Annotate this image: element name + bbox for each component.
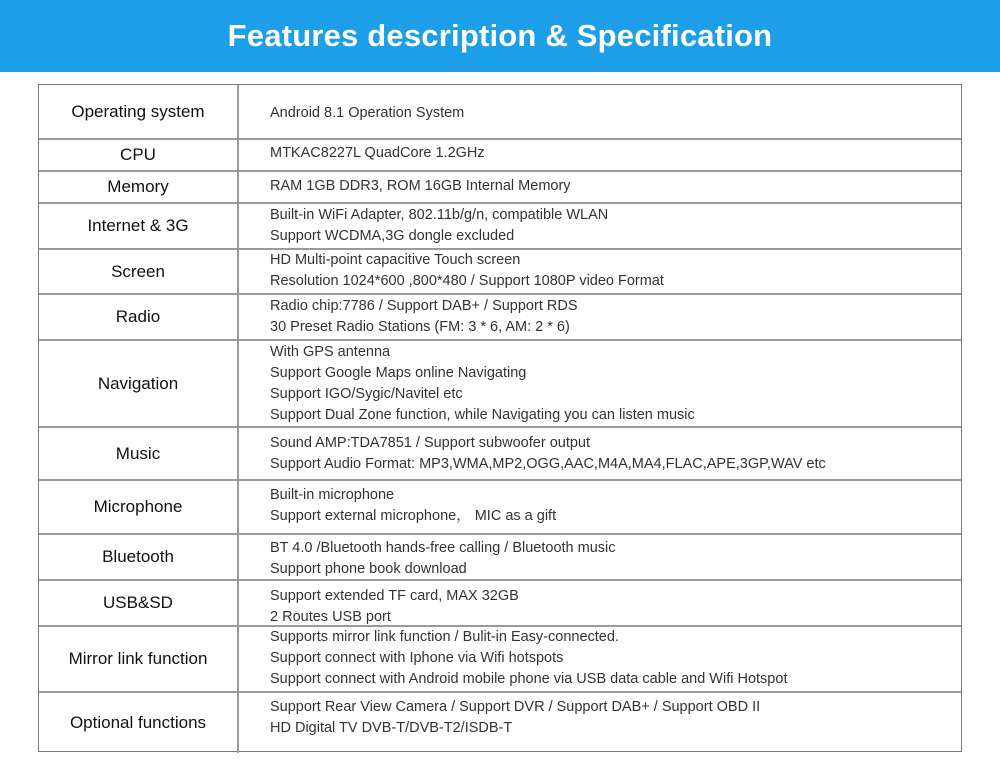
header-banner bbox=[0, 0, 1000, 72]
spec-label: CPU bbox=[39, 140, 239, 170]
spec-label: Internet & 3G bbox=[39, 204, 239, 248]
spec-value-line: Support connect with Android mobile phone via USB data cable and Wifi Hotspot bbox=[270, 671, 788, 687]
spec-row bbox=[39, 85, 961, 140]
spec-value-line: Supports mirror link function / Bulit-in Easy-connected. bbox=[270, 629, 619, 645]
spec-label: Memory bbox=[39, 172, 239, 202]
spec-value bbox=[239, 428, 961, 479]
spec-value-line: MTKAC8227L QuadCore 1.2GHz bbox=[270, 145, 485, 161]
spec-label: Music bbox=[39, 428, 239, 479]
spec-label: Mirror link function bbox=[39, 627, 239, 691]
spec-value bbox=[239, 341, 961, 426]
spec-value bbox=[239, 172, 961, 202]
spec-value-line: Android 8.1 Operation System bbox=[270, 105, 465, 121]
spec-label: Navigation bbox=[39, 341, 239, 426]
spec-row bbox=[39, 250, 961, 295]
spec-value-line: Support extended TF card, MAX 32GB bbox=[270, 588, 519, 604]
page-title: Features description & Specification bbox=[227, 18, 773, 53]
spec-value-line: Support connect with Iphone via Wifi hotspots bbox=[270, 650, 564, 666]
spec-value-line: Sound AMP:TDA7851 / Support subwoofer output bbox=[270, 435, 591, 451]
spec-value-line: RAM 1GB DDR3, ROM 16GB Internal Memory bbox=[270, 178, 571, 194]
spec-value-line: 2 Routes USB port bbox=[270, 609, 391, 625]
spec-value-line: 30 Preset Radio Stations (FM: 3 * 6, AM: 2 * 6) bbox=[270, 319, 570, 335]
spec-value bbox=[239, 627, 961, 691]
spec-row bbox=[39, 172, 961, 204]
spec-value-line: Built-in WiFi Adapter, 802.11b/g/n, compatible WLAN bbox=[270, 207, 609, 223]
spec-value-line: Support IGO/Sygic/Navitel etc bbox=[270, 386, 463, 402]
spec-label: Optional functions bbox=[39, 693, 239, 753]
spec-value-line: Resolution 1024*600 ,800*480 / Support 1080P video Format bbox=[270, 273, 664, 289]
spec-value-line: Support Audio Format: MP3,WMA,MP2,OGG,AAC,M4A,MA4,FLAC,APE,3GP,WAV etc bbox=[270, 456, 826, 472]
spec-table bbox=[38, 84, 962, 752]
spec-value-line: Radio chip:7786 / Support DAB+ / Support RDS bbox=[270, 298, 578, 314]
spec-value bbox=[239, 535, 961, 579]
spec-value bbox=[239, 204, 961, 248]
spec-value bbox=[239, 481, 961, 533]
spec-value-line: HD Multi-point capacitive Touch screen bbox=[270, 252, 521, 268]
spec-value bbox=[239, 140, 961, 170]
spec-label: Microphone bbox=[39, 481, 239, 533]
spec-row bbox=[39, 481, 961, 535]
spec-value bbox=[239, 581, 961, 625]
spec-row bbox=[39, 693, 961, 753]
spec-value-line: Built-in microphone bbox=[270, 487, 395, 503]
spec-row bbox=[39, 535, 961, 581]
spec-label: Radio bbox=[39, 295, 239, 339]
spec-value bbox=[239, 85, 961, 138]
spec-row bbox=[39, 295, 961, 341]
spec-value-line: HD Digital TV DVB-T/DVB-T2/ISDB-T bbox=[270, 720, 513, 736]
spec-row bbox=[39, 581, 961, 627]
spec-row bbox=[39, 627, 961, 693]
spec-value-line: Support Rear View Camera / Support DVR / Support DAB+ / Support OBD II bbox=[270, 699, 761, 715]
spec-label: USB&SD bbox=[39, 581, 239, 625]
spec-row bbox=[39, 341, 961, 428]
spec-label: Bluetooth bbox=[39, 535, 239, 579]
spec-value-line: Support Google Maps online Navigating bbox=[270, 365, 527, 381]
spec-value-line: BT 4.0 /Bluetooth hands-free calling / Bluetooth music bbox=[270, 540, 616, 556]
spec-value bbox=[239, 295, 961, 339]
spec-label: Screen bbox=[39, 250, 239, 293]
spec-value-line: Support external microphone， MIC as a gift bbox=[270, 508, 557, 524]
spec-value-line: Support WCDMA,3G dongle excluded bbox=[270, 228, 515, 244]
spec-value bbox=[239, 693, 961, 753]
spec-value bbox=[239, 250, 961, 293]
spec-label: Operating system bbox=[39, 85, 239, 138]
spec-value-line: Support phone book download bbox=[270, 561, 467, 577]
spec-row bbox=[39, 204, 961, 250]
spec-value-line: Support Dual Zone function, while Navigating you can listen music bbox=[270, 407, 695, 423]
spec-value-line: With GPS antenna bbox=[270, 344, 391, 360]
spec-row bbox=[39, 428, 961, 481]
spec-row bbox=[39, 140, 961, 172]
